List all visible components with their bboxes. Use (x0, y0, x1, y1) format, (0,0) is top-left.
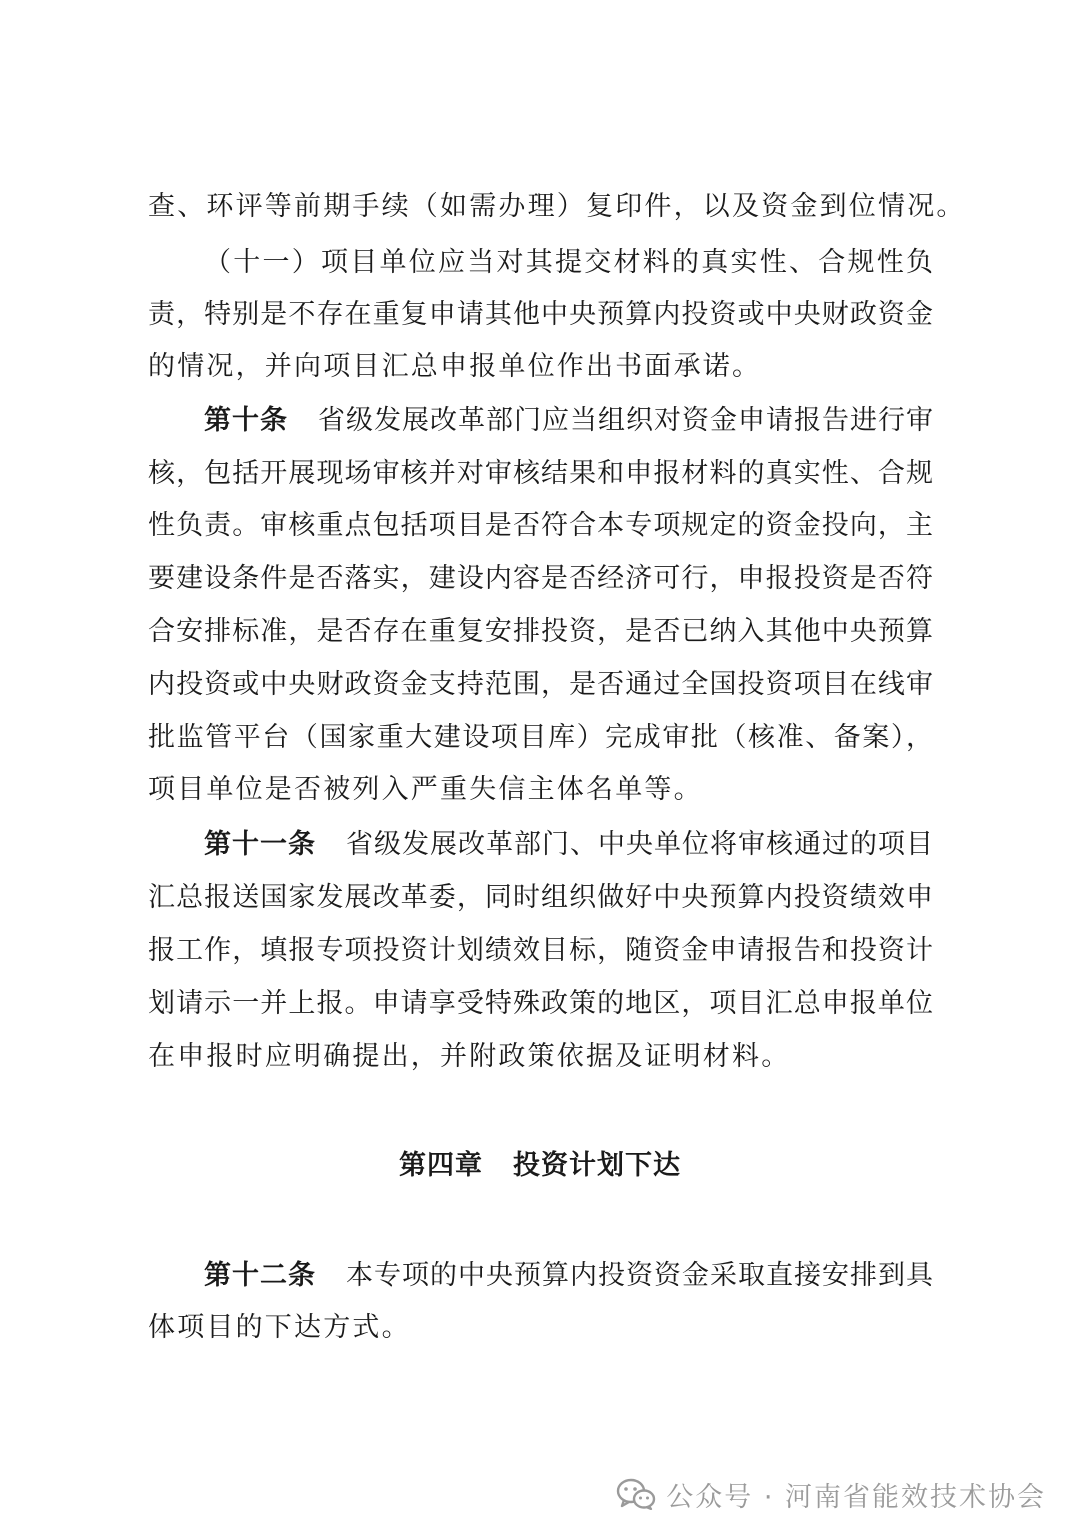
body-line: 要建设条件是否落实，建设内容是否经济可行，申报投资是否符 (148, 563, 933, 594)
article-label: 第十一条 (204, 829, 316, 860)
body-line: （十一）项目单位应当对其提交材料的真实性、合规性负 (204, 247, 933, 278)
body-text: 本专项的中央预算内投资资金采取直接安排到具 (346, 1260, 933, 1291)
article-12-first-line (204, 1258, 933, 1294)
body-line: 核，包括开展现场审核并对审核结果和申报材料的真实性、合规 (148, 458, 933, 489)
body-line: 性负责。审核重点包括项目是否符合本专项规定的资金投向，主 (148, 510, 933, 541)
body-line: 在申报时应明确提出，并附政策依据及证明材料。 (148, 1041, 791, 1072)
body-line: 批监管平台（国家重大建设项目库）完成审批（核准、备案）， (148, 722, 933, 753)
body-line: 报工作，填报专项投资计划绩效目标，随资金申请报告和投资计 (148, 935, 933, 966)
body-line: 责，特别是不存在重复申请其他中央预算内投资或中央财政资金 (148, 299, 933, 330)
body-line: 内投资或中央财政资金支持范围，是否通过全国投资项目在线审 (148, 669, 933, 700)
wechat-icon (616, 1478, 656, 1510)
body-line: 的情况，并向项目汇总申报单位作出书面承诺。 (148, 351, 762, 382)
body-line: 划请示一并上报。申请享受特殊政策的地区，项目汇总申报单位 (148, 988, 933, 1019)
body-line: 汇总报送国家发展改革委，同时组织做好中央预算内投资绩效申 (148, 882, 933, 913)
body-line: 项目单位是否被列入严重失信主体名单等。 (148, 774, 703, 805)
chapter-number: 第四章 (399, 1150, 483, 1181)
watermark (616, 1474, 1046, 1514)
body-line: 查、环评等前期手续（如需办理）复印件，以及资金到位情况。 (148, 191, 966, 222)
article-label: 第十条 (204, 405, 288, 436)
article-11-first-line (204, 827, 933, 863)
body-text: 省级发展改革部门应当组织对资金申请报告进行审 (318, 405, 933, 436)
chapter-heading (0, 1148, 1080, 1184)
body-line: 合安排标准，是否存在重复安排投资，是否已纳入其他中央预算 (148, 616, 933, 647)
article-10-first-line (204, 403, 933, 439)
article-label: 第十二条 (204, 1260, 316, 1291)
body-text: 省级发展改革部门、中央单位将审核通过的项目 (346, 829, 933, 860)
body-line: 体项目的下达方式。 (148, 1312, 411, 1343)
chapter-title: 投资计划下达 (513, 1150, 681, 1181)
watermark-text: 公众号 · 河南省能效技术协会 (666, 1481, 1046, 1513)
